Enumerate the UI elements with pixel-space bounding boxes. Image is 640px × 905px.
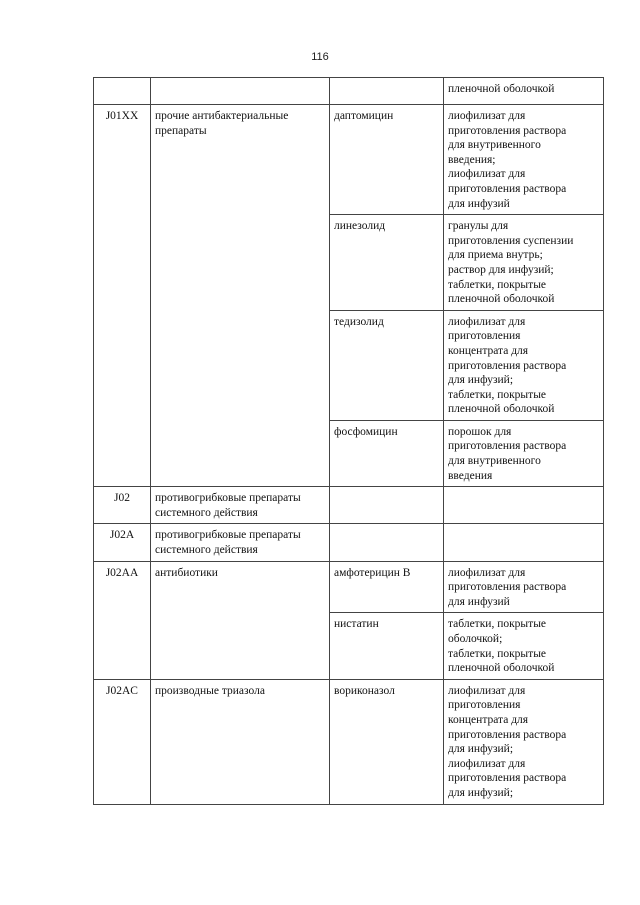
form-line: для внутривенного [448,455,541,468]
group-cell [151,487,330,524]
drug-cell: вориконазол [330,679,444,804]
form-line: концентрата для [448,344,529,357]
drug-cell [330,487,444,524]
drug-cell: линезолид [330,215,444,311]
drug-cell: нистатин [330,613,444,679]
form-cell [444,310,604,420]
group-line: препараты [155,124,207,137]
form-line: пленочной оболочкой [448,403,555,416]
group-line: системного действия [155,544,258,557]
group-line: антибиотики [155,566,218,579]
group-line: противогрибковые препараты [155,492,301,505]
form-line: приготовления раствора [448,772,567,785]
group-line: противогрибковые препараты [155,529,301,542]
form-line: для инфузий; [448,374,514,387]
form-line: приготовления суспензии [448,234,574,247]
group-line: прочие антибактериальные [155,110,289,122]
form-line: для инфузий [448,595,510,608]
form-line: лиофилизат для [448,110,526,122]
form-line: для инфузий; [448,786,514,799]
form-line: порошок для [448,425,512,438]
form-line: для инфузий; [448,743,514,756]
form-cell [444,78,604,105]
form-line: лиофилизат для [448,315,526,328]
code-cell: J02AA [94,561,151,679]
drug-table [93,77,604,805]
form-line: раствор для инфузий; [448,263,554,276]
form-cell [444,561,604,613]
form-line: приготовления раствора [448,728,567,741]
form-line: введения [448,469,493,482]
form-cell [444,105,604,215]
form-line: лиофилизат для [448,168,526,181]
form-line: приготовления раствора [448,182,567,195]
form-cell [444,613,604,679]
form-cell [444,215,604,311]
form-line: введения; [448,153,496,166]
code-cell: J02 [94,487,151,524]
form-cell [444,679,604,804]
code-cell: J02AC [94,679,151,804]
drug-cell: амфотерицин B [330,561,444,613]
drug-cell: даптомицин [330,105,444,215]
form-line: пленочной оболочкой [448,293,555,306]
form-line: лиофилизат для [448,684,526,697]
form-line: приготовления раствора [448,440,567,453]
group-cell [151,524,330,561]
table-row [94,487,604,524]
form-cell [444,487,604,524]
form-line: для приема внутрь; [448,249,543,262]
code-cell: J01XX [94,105,151,487]
table-row [94,105,604,215]
table-row [94,78,604,105]
form-line: таблетки, покрытые [448,278,547,291]
form-line: лиофилизат для [448,566,526,579]
form-line: для внутривенного [448,139,541,152]
form-line: оболочкой; [448,633,503,645]
group-cell [151,78,330,105]
group-cell [151,105,330,487]
form-line: таблетки, покрытые [448,647,547,660]
drug-cell [330,78,444,105]
form-line: приготовления раствора [448,359,567,372]
table-row [94,679,604,804]
form-line: приготовления [448,699,521,712]
group-cell [151,679,330,804]
form-line: приготовления раствора [448,581,567,594]
table-row [94,561,604,613]
form-line: лиофилизат для [448,757,526,770]
group-line: производные триазола [155,684,265,697]
form-cell [444,524,604,561]
form-cell [444,420,604,486]
drug-cell: тедизолид [330,310,444,420]
form-line: концентрата для [448,713,529,726]
form-line: пленочной оболочкой [448,83,555,95]
drug-cell: фосфомицин [330,420,444,486]
page-number: 116 [311,51,329,63]
form-line: пленочной оболочкой [448,662,555,675]
form-line: таблетки, покрытые [448,388,547,401]
drug-cell [330,524,444,561]
form-line: гранулы для [448,220,509,233]
form-line: таблетки, покрытые [448,618,547,631]
form-line: приготовления раствора [448,124,567,137]
table-row [94,524,604,561]
form-line: для инфузий [448,197,510,210]
code-cell: J02A [94,524,151,561]
group-line: системного действия [155,506,258,519]
group-cell [151,561,330,679]
code-cell [94,78,151,105]
form-line: приготовления [448,330,521,343]
